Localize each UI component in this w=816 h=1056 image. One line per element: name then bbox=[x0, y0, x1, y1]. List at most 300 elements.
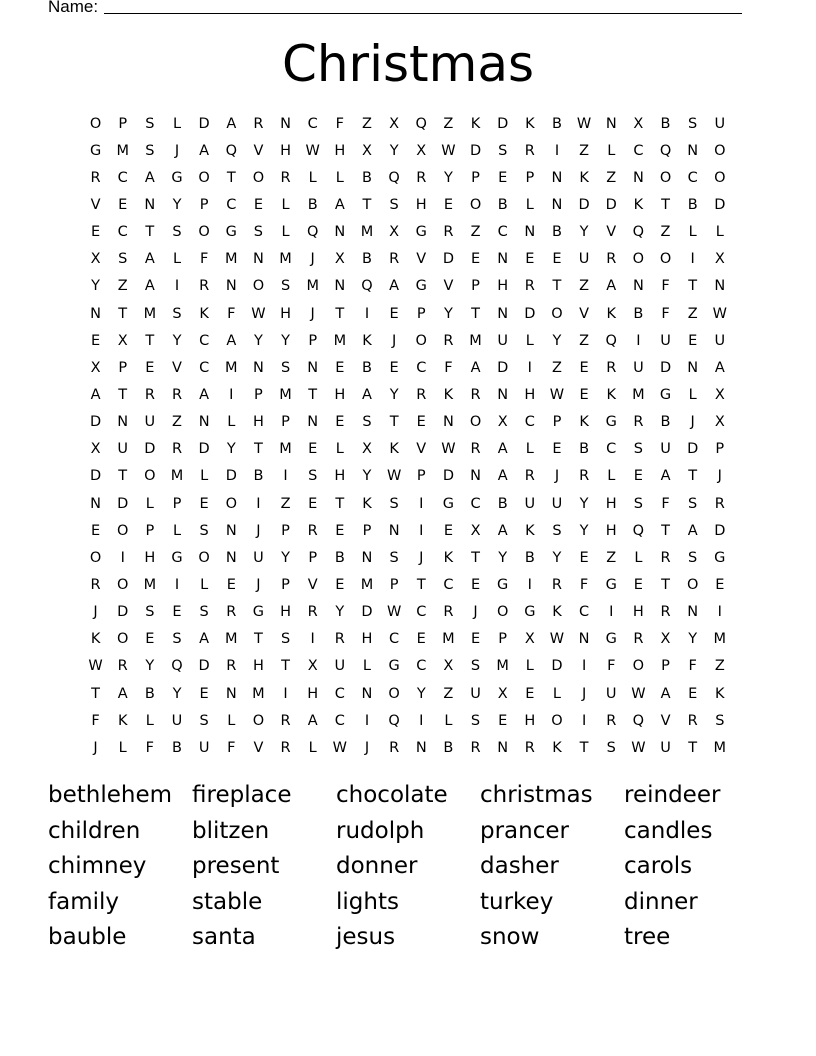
grid-letter: Q bbox=[605, 332, 617, 349]
grid-letter: K bbox=[470, 115, 481, 132]
grid-letter: R bbox=[633, 414, 644, 431]
grid-letter: W bbox=[631, 685, 646, 702]
grid-letter: F bbox=[227, 305, 236, 322]
word-list-item: children bbox=[48, 817, 141, 844]
grid-letter: P bbox=[281, 414, 290, 431]
grid-letter: Z bbox=[443, 115, 454, 132]
grid-letter: V bbox=[443, 278, 454, 295]
grid-letter: R bbox=[226, 658, 237, 675]
grid-letter: Y bbox=[579, 522, 589, 539]
grid-letter: T bbox=[471, 549, 480, 566]
grid-letter: T bbox=[688, 739, 698, 756]
word-list-item: reindeer bbox=[624, 782, 721, 808]
grid-letter: O bbox=[198, 549, 210, 566]
grid-letter: C bbox=[307, 115, 318, 132]
grid-letter: E bbox=[335, 522, 345, 539]
grid-letter: G bbox=[442, 495, 455, 512]
grid-letter: R bbox=[524, 739, 535, 756]
word-list-item: chimney bbox=[48, 853, 147, 879]
grid-letter: X bbox=[389, 224, 400, 241]
grid-letter: P bbox=[145, 522, 155, 539]
grid-letter: R bbox=[226, 604, 237, 621]
grid-letter: X bbox=[334, 251, 345, 268]
grid-letter: V bbox=[416, 441, 427, 458]
grid-letter: E bbox=[579, 549, 589, 566]
grid-letter: L bbox=[525, 658, 534, 675]
grid-letter: R bbox=[633, 631, 644, 648]
grid-letter: A bbox=[226, 115, 237, 132]
grid-letter: O bbox=[117, 522, 129, 539]
grid-letter: E bbox=[118, 196, 128, 213]
grid-letter: G bbox=[171, 169, 183, 186]
grid-row bbox=[82, 707, 733, 734]
grid-letter: E bbox=[389, 359, 399, 376]
grid-letter: M bbox=[333, 332, 347, 349]
grid-letter: Y bbox=[688, 631, 698, 648]
grid-letter: A bbox=[714, 359, 725, 376]
grid-letter: I bbox=[120, 549, 125, 566]
grid-letter: U bbox=[551, 495, 563, 512]
grid-letter: L bbox=[200, 576, 209, 593]
grid-letter: T bbox=[118, 305, 128, 322]
grid-letter: B bbox=[579, 441, 590, 458]
grid-letter: V bbox=[606, 224, 617, 241]
grid-letter: X bbox=[524, 631, 535, 648]
grid-letter: R bbox=[470, 441, 481, 458]
grid-letter: K bbox=[90, 631, 101, 648]
grid-letter: G bbox=[714, 549, 726, 566]
grid-row bbox=[82, 219, 733, 246]
grid-letter: Q bbox=[632, 712, 645, 729]
grid-letter: H bbox=[280, 305, 291, 322]
grid-letter: R bbox=[389, 251, 400, 268]
grid-letter: L bbox=[444, 712, 453, 729]
grid-letter: T bbox=[145, 224, 155, 241]
grid-letter: O bbox=[225, 495, 237, 512]
grid-letter: N bbox=[714, 278, 726, 295]
grid-letter: L bbox=[335, 169, 344, 186]
grid-letter: U bbox=[578, 251, 590, 268]
grid-letter: E bbox=[199, 685, 209, 702]
grid-row bbox=[82, 354, 733, 381]
grid-letter: L bbox=[172, 251, 182, 268]
grid-letter: P bbox=[308, 332, 318, 349]
grid-letter: Y bbox=[389, 142, 399, 159]
grid-letter: O bbox=[388, 685, 400, 702]
grid-letter: F bbox=[91, 712, 100, 729]
grid-letter: C bbox=[117, 169, 128, 186]
grid-letter: F bbox=[199, 251, 209, 268]
grid-letter: N bbox=[252, 359, 264, 376]
grid-letter: L bbox=[145, 712, 154, 729]
grid-letter: X bbox=[660, 631, 671, 648]
grid-letter: M bbox=[496, 658, 509, 675]
grid-letter: I bbox=[283, 468, 288, 485]
name-field[interactable] bbox=[48, 0, 742, 17]
grid-letter: C bbox=[497, 224, 508, 241]
grid-letter: F bbox=[607, 658, 616, 675]
grid-letter: L bbox=[715, 224, 724, 241]
word-list-item: family bbox=[48, 888, 119, 915]
grid-letter: M bbox=[225, 631, 238, 648]
word-list-item: bauble bbox=[48, 924, 127, 950]
grid-letter: A bbox=[497, 468, 508, 485]
grid-letter: L bbox=[118, 739, 127, 756]
grid-letter: R bbox=[307, 604, 318, 621]
grid-letter: W bbox=[549, 386, 565, 403]
grid-letter: U bbox=[144, 414, 156, 431]
grid-letter: S bbox=[688, 115, 698, 132]
grid-letter: T bbox=[661, 196, 670, 213]
grid-letter: G bbox=[388, 658, 400, 675]
grid-letter: R bbox=[606, 359, 617, 376]
grid-letter: G bbox=[225, 224, 237, 241]
grid-letter: C bbox=[334, 685, 345, 702]
grid-letter: P bbox=[281, 522, 290, 539]
grid-letter: Y bbox=[552, 332, 562, 349]
grid-letter: L bbox=[607, 468, 616, 485]
grid-letter: B bbox=[172, 739, 182, 756]
grid-letter: J bbox=[364, 739, 370, 756]
grid-letter: S bbox=[552, 522, 562, 539]
grid-letter: H bbox=[632, 604, 644, 621]
grid-letter: P bbox=[525, 169, 535, 186]
grid-letter: R bbox=[524, 142, 535, 159]
grid-letter: D bbox=[442, 251, 454, 268]
grid-letter: P bbox=[308, 549, 318, 566]
grid-letter: M bbox=[225, 251, 238, 268]
grid-letter: O bbox=[714, 169, 726, 186]
grid-letter: K bbox=[117, 712, 128, 729]
grid-letter: N bbox=[361, 549, 373, 566]
grid-letter: Y bbox=[281, 549, 290, 566]
grid-letter: W bbox=[441, 441, 456, 458]
grid-letter: C bbox=[470, 495, 481, 512]
grid-letter: R bbox=[443, 224, 454, 241]
grid-letter: U bbox=[714, 115, 726, 132]
word-list-item: rudolph bbox=[336, 817, 425, 844]
grid-letter: U bbox=[524, 495, 536, 512]
grid-letter: R bbox=[660, 549, 671, 566]
grid-letter: G bbox=[171, 549, 183, 566]
grid-letter: Z bbox=[579, 142, 590, 159]
word-list-item: christmas bbox=[480, 782, 593, 808]
grid-letter: X bbox=[389, 115, 400, 132]
grid-letter: A bbox=[144, 169, 155, 186]
grid-letter: W bbox=[386, 468, 402, 485]
grid-row bbox=[82, 327, 733, 354]
grid-row bbox=[82, 680, 733, 707]
grid-letter: P bbox=[254, 386, 263, 403]
grid-letter: O bbox=[198, 224, 210, 241]
grid-letter: Z bbox=[280, 495, 291, 512]
grid-letter: L bbox=[335, 441, 344, 458]
grid-letter: U bbox=[198, 739, 210, 756]
grid-letter: U bbox=[171, 712, 183, 729]
grid-letter: X bbox=[362, 441, 372, 458]
grid-letter: U bbox=[660, 441, 671, 458]
word-list bbox=[48, 778, 768, 956]
grid-letter: N bbox=[361, 685, 373, 702]
grid-letter: N bbox=[280, 115, 291, 132]
grid-letter: Q bbox=[388, 712, 400, 729]
grid-letter: R bbox=[90, 576, 101, 593]
grid-letter: T bbox=[389, 414, 399, 431]
grid-letter: B bbox=[144, 685, 155, 702]
grid-letter: J bbox=[717, 468, 722, 485]
grid-letter: S bbox=[633, 495, 643, 512]
grid-letter: U bbox=[660, 739, 671, 756]
grid-letter: R bbox=[660, 604, 671, 621]
grid-letter: G bbox=[605, 631, 617, 648]
grid-letter: E bbox=[633, 576, 643, 593]
grid-letter: Y bbox=[389, 386, 399, 403]
grid-letter: A bbox=[144, 251, 155, 268]
grid-letter: N bbox=[470, 468, 481, 485]
grid-letter: Q bbox=[361, 278, 373, 295]
grid-letter: T bbox=[281, 658, 290, 675]
grid-letter: W bbox=[386, 604, 402, 621]
grid-letter: L bbox=[688, 224, 697, 241]
grid-letter: W bbox=[441, 142, 456, 159]
grid-letter: M bbox=[360, 224, 374, 241]
grid-letter: R bbox=[280, 712, 291, 729]
grid-letter: H bbox=[252, 414, 264, 431]
grid-letter: X bbox=[497, 414, 508, 431]
grid-letter: S bbox=[199, 712, 209, 729]
grid-letter: C bbox=[389, 631, 400, 648]
grid-letter: A bbox=[660, 685, 671, 702]
grid-letter: X bbox=[117, 332, 128, 349]
grid-letter: T bbox=[579, 739, 589, 756]
grid-letter: P bbox=[661, 658, 670, 675]
grid-row bbox=[82, 381, 733, 408]
grid-letter: U bbox=[334, 658, 346, 675]
grid-letter: E bbox=[688, 685, 698, 702]
grid-letter: R bbox=[687, 712, 698, 729]
grid-letter: R bbox=[171, 441, 183, 458]
grid-letter: G bbox=[415, 278, 427, 295]
grid-letter: Q bbox=[225, 142, 237, 159]
grid-row bbox=[82, 571, 733, 598]
grid-letter: K bbox=[606, 305, 616, 322]
grid-letter: A bbox=[497, 441, 508, 458]
grid-letter: O bbox=[252, 169, 265, 186]
grid-letter: X bbox=[362, 142, 372, 159]
grid-letter: N bbox=[198, 414, 210, 431]
grid-letter: N bbox=[524, 224, 536, 241]
grid-letter: L bbox=[200, 468, 209, 485]
grid-letter: K bbox=[606, 386, 616, 403]
grid-letter: H bbox=[280, 604, 291, 621]
grid-letter: A bbox=[389, 278, 400, 295]
grid-letter: J bbox=[310, 251, 315, 268]
grid-letter: L bbox=[688, 386, 697, 403]
grid-letter: E bbox=[633, 468, 643, 485]
word-list-item: turkey bbox=[480, 888, 554, 915]
grid-letter: X bbox=[470, 522, 481, 539]
grid-letter: N bbox=[307, 359, 319, 376]
grid-letter: E bbox=[715, 576, 725, 593]
grid-letter: O bbox=[117, 576, 129, 593]
grid-letter: Y bbox=[281, 332, 290, 349]
grid-letter: E bbox=[226, 576, 236, 593]
grid-letter: V bbox=[579, 305, 590, 322]
grid-letter: T bbox=[661, 576, 670, 593]
grid-letter: R bbox=[199, 278, 210, 295]
grid-letter: O bbox=[144, 468, 156, 485]
grid-letter: R bbox=[334, 631, 345, 648]
grid-letter: F bbox=[227, 739, 236, 756]
grid-letter: O bbox=[659, 169, 672, 186]
grid-letter: O bbox=[551, 305, 563, 322]
grid-letter: K bbox=[443, 549, 454, 566]
grid-letter: R bbox=[714, 495, 725, 512]
grid-letter: Q bbox=[306, 224, 319, 241]
grid-letter: L bbox=[525, 441, 534, 458]
grid-letter: L bbox=[227, 712, 236, 729]
grid-letter: N bbox=[687, 142, 699, 159]
grid-letter: Z bbox=[687, 305, 698, 322]
grid-letter: C bbox=[606, 441, 617, 458]
grid-letter: O bbox=[496, 604, 509, 621]
grid-letter: D bbox=[659, 359, 672, 376]
word-list-item: dasher bbox=[480, 853, 559, 879]
grid-letter: Z bbox=[714, 658, 725, 675]
grid-letter: W bbox=[88, 658, 103, 675]
letter-grid bbox=[82, 110, 733, 761]
grid-letter: Z bbox=[362, 115, 372, 132]
grid-letter: B bbox=[660, 115, 671, 132]
grid-letter: U bbox=[117, 441, 129, 458]
grid-letter: P bbox=[389, 576, 399, 593]
grid-letter: M bbox=[442, 631, 455, 648]
grid-letter: S bbox=[280, 631, 291, 648]
grid-letter: N bbox=[497, 386, 509, 403]
grid-letter: A bbox=[497, 522, 508, 539]
grid-letter: N bbox=[90, 305, 101, 322]
grid-letter: E bbox=[552, 251, 562, 268]
grid-letter: E bbox=[145, 631, 155, 648]
grid-letter: T bbox=[253, 441, 263, 458]
grid-letter: P bbox=[471, 278, 480, 295]
grid-letter: J bbox=[256, 522, 261, 539]
grid-letter: D bbox=[551, 658, 563, 675]
grid-letter: D bbox=[605, 196, 617, 213]
grid-letter: C bbox=[199, 332, 210, 349]
grid-letter: M bbox=[170, 468, 184, 485]
grid-letter: Q bbox=[632, 522, 645, 539]
grid-letter: I bbox=[174, 576, 180, 593]
grid-letter: T bbox=[226, 169, 236, 186]
grid-letter: T bbox=[145, 332, 155, 349]
grid-letter: S bbox=[145, 142, 155, 159]
grid-letter: M bbox=[306, 278, 319, 295]
grid-letter: X bbox=[443, 658, 454, 675]
grid-letter: I bbox=[717, 604, 722, 621]
grid-letter: M bbox=[252, 685, 265, 702]
grid-letter: P bbox=[118, 359, 128, 376]
grid-letter: C bbox=[524, 414, 535, 431]
grid-letter: M bbox=[279, 441, 292, 458]
word-list-item: donner bbox=[336, 853, 418, 879]
grid-letter: J bbox=[473, 604, 478, 621]
grid-letter: R bbox=[389, 739, 400, 756]
grid-letter: S bbox=[199, 522, 209, 539]
grid-letter: D bbox=[117, 604, 129, 621]
grid-letter: P bbox=[172, 495, 182, 512]
grid-row bbox=[82, 490, 733, 517]
grid-letter: R bbox=[579, 468, 590, 485]
grid-letter: I bbox=[419, 522, 424, 539]
grid-letter: C bbox=[416, 604, 427, 621]
grid-letter: E bbox=[335, 414, 345, 431]
grid-letter: K bbox=[389, 441, 399, 458]
grid-letter: N bbox=[334, 278, 346, 295]
grid-letter: X bbox=[90, 359, 101, 376]
grid-letter: Y bbox=[145, 658, 155, 675]
grid-letter: A bbox=[660, 468, 671, 485]
grid-letter: B bbox=[334, 549, 345, 566]
grid-letter: I bbox=[527, 576, 532, 593]
grid-letter: N bbox=[632, 278, 644, 295]
grid-letter: D bbox=[198, 658, 210, 675]
grid-letter: A bbox=[470, 359, 481, 376]
grid-letter: D bbox=[198, 115, 210, 132]
grid-letter: T bbox=[335, 495, 345, 512]
grid-letter: F bbox=[579, 576, 589, 593]
grid-letter: L bbox=[172, 522, 182, 539]
grid-letter: Z bbox=[172, 414, 182, 431]
grid-row bbox=[82, 626, 733, 653]
grid-letter: P bbox=[471, 169, 480, 186]
word-list-item: chocolate bbox=[336, 782, 448, 808]
grid-letter: M bbox=[360, 576, 374, 593]
grid-letter: N bbox=[388, 522, 400, 539]
grid-letter: T bbox=[91, 685, 100, 702]
grid-letter: U bbox=[605, 685, 617, 702]
grid-letter: A bbox=[90, 386, 101, 403]
grid-letter: H bbox=[524, 712, 536, 729]
grid-letter: L bbox=[145, 495, 154, 512]
grid-letter: R bbox=[551, 576, 562, 593]
grid-letter: T bbox=[688, 278, 698, 295]
grid-letter: T bbox=[688, 468, 698, 485]
grid-letter: S bbox=[688, 495, 698, 512]
grid-letter: D bbox=[361, 604, 373, 621]
grid-letter: S bbox=[199, 604, 209, 621]
grid-letter: N bbox=[578, 631, 590, 648]
grid-letter: I bbox=[283, 685, 288, 702]
grid-letter: E bbox=[416, 414, 426, 431]
grid-letter: Z bbox=[660, 224, 671, 241]
grid-letter: X bbox=[90, 441, 101, 458]
grid-letter: U bbox=[660, 332, 671, 349]
grid-letter: I bbox=[690, 251, 695, 268]
grid-letter: H bbox=[280, 142, 291, 159]
grid-letter: Y bbox=[552, 549, 562, 566]
grid-letter: S bbox=[606, 739, 616, 756]
grid-letter: D bbox=[89, 414, 102, 431]
grid-letter: C bbox=[687, 169, 698, 186]
grid-letter: C bbox=[633, 142, 644, 159]
grid-letter: J bbox=[256, 576, 261, 593]
grid-letter: A bbox=[687, 522, 698, 539]
grid-letter: C bbox=[334, 712, 345, 729]
grid-letter: B bbox=[687, 196, 698, 213]
grid-letter: J bbox=[690, 414, 695, 431]
word-list-item: tree bbox=[624, 924, 671, 950]
